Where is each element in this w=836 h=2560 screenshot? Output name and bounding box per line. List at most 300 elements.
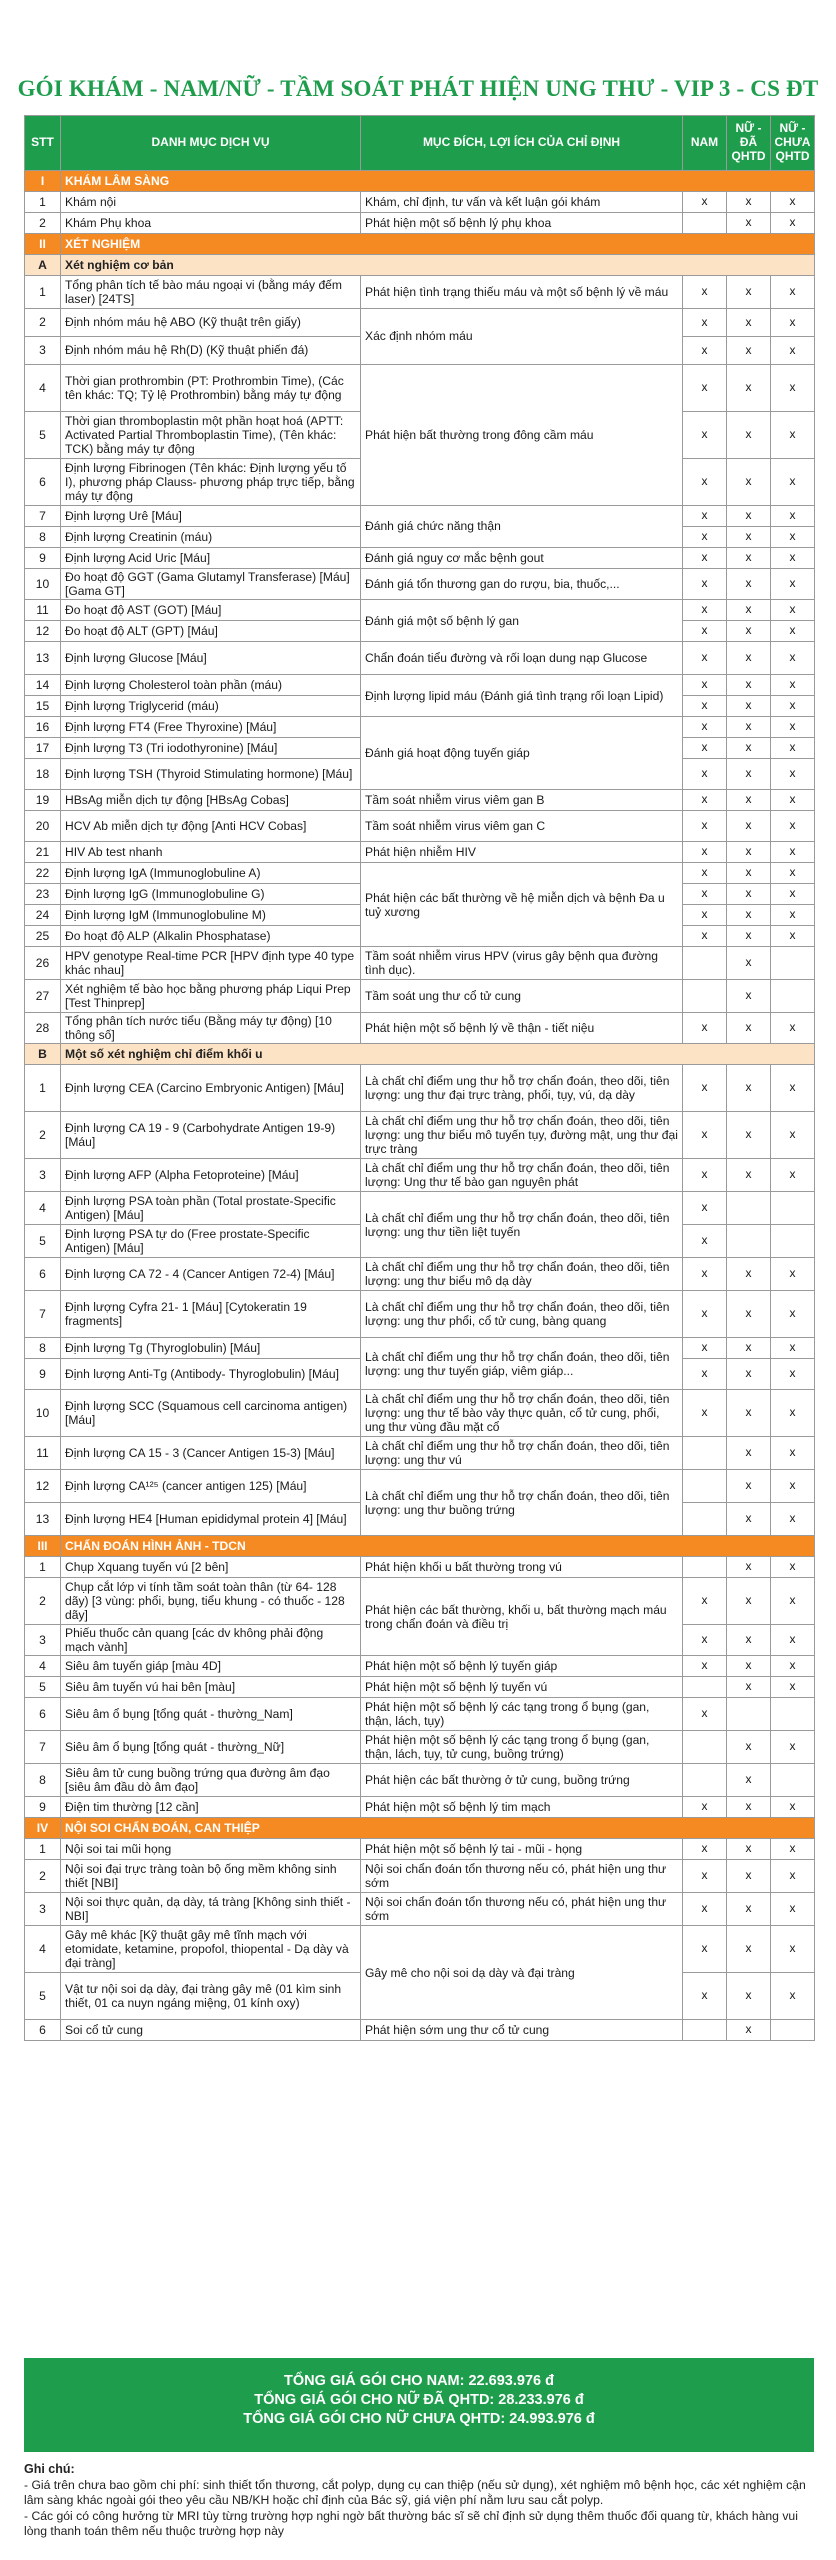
service-purpose: Là chất chỉ điểm ung thư hỗ trợ chẩn đoán, theo dõi, tiên lượng: Ung thư tế bào gan nguyên phát bbox=[361, 1159, 683, 1192]
row-number: 27 bbox=[25, 980, 61, 1013]
service-purpose: Tầm soát ung thư cổ tử cung bbox=[361, 980, 683, 1013]
female-married-mark: x bbox=[727, 675, 771, 696]
row-number: 6 bbox=[25, 1258, 61, 1291]
male-mark: x bbox=[683, 905, 727, 926]
row-number: 21 bbox=[25, 842, 61, 863]
table-row bbox=[25, 1860, 815, 1893]
table-row bbox=[25, 1677, 815, 1698]
service-purpose: Là chất chỉ điểm ung thư hỗ trợ chẩn đoán, theo dõi, tiên lượng: ung thư tuyến giáp, viêm giáp... bbox=[361, 1338, 683, 1390]
table-row bbox=[25, 1112, 815, 1159]
service-purpose: Đánh giá tổn thương gan do rượu, bia, thuốc,... bbox=[361, 569, 683, 600]
service-purpose: Là chất chỉ điểm ung thư hỗ trợ chẩn đoán, theo dõi, tiên lượng: ung thư biểu mô dạ dày bbox=[361, 1258, 683, 1291]
male-mark: x bbox=[683, 506, 727, 527]
male-mark bbox=[683, 1503, 727, 1536]
table-row bbox=[25, 811, 815, 842]
row-number: 2 bbox=[25, 1860, 61, 1893]
table-row bbox=[25, 192, 815, 213]
service-purpose: Nội soi chẩn đoán tổn thương nếu có, phát hiện ung thư sớm bbox=[361, 1893, 683, 1926]
female-single-mark: x bbox=[771, 696, 815, 717]
service-name: Định lượng CA 72 - 4 (Cancer Antigen 72-4) [Máu] bbox=[61, 1258, 361, 1291]
female-single-mark: x bbox=[771, 527, 815, 548]
male-mark: x bbox=[683, 1159, 727, 1192]
service-name: Định lượng CA 19 - 9 (Carbohydrate Antigen 19-9) [Máu] bbox=[61, 1112, 361, 1159]
female-married-mark: x bbox=[727, 980, 771, 1013]
service-name: HBsAg miễn dịch tự động [HBsAg Cobas] bbox=[61, 790, 361, 811]
service-name: Định lượng CEA (Carcino Embryonic Antigen) [Máu] bbox=[61, 1065, 361, 1112]
service-purpose: Phát hiện một số bệnh lý tim mạch bbox=[361, 1797, 683, 1818]
row-number: 20 bbox=[25, 811, 61, 842]
row-number: 15 bbox=[25, 696, 61, 717]
table-row bbox=[25, 1926, 815, 1973]
section-number: B bbox=[25, 1044, 61, 1065]
female-married-mark: x bbox=[727, 1893, 771, 1926]
table-row bbox=[25, 600, 815, 621]
section-title: CHẨN ĐOÁN HÌNH ẢNH - TDCN bbox=[61, 1536, 815, 1557]
female-single-mark: x bbox=[771, 1625, 815, 1656]
male-mark: x bbox=[683, 569, 727, 600]
service-purpose: Là chất chỉ điểm ung thư hỗ trợ chẩn đoán, theo dõi, tiên lượng: ung thư tế bào vảy thực quản, cổ tử cung, phổi, ung thư vùng đầu mặt cổ bbox=[361, 1390, 683, 1437]
female-married-mark: x bbox=[727, 790, 771, 811]
male-mark: x bbox=[683, 1112, 727, 1159]
service-name: Định lượng FT4 (Free Thyroxine) [Máu] bbox=[61, 717, 361, 738]
male-mark: x bbox=[683, 675, 727, 696]
male-mark: x bbox=[683, 192, 727, 213]
female-single-mark: x bbox=[771, 1973, 815, 2020]
service-name: Định lượng Glucose [Máu] bbox=[61, 642, 361, 675]
service-name: Chụp cắt lớp vi tính tầm soát toàn thân (từ 64- 128 dãy) [3 vùng: phổi, bụng, tiểu khung - có thuốc - 128 dãy] bbox=[61, 1578, 361, 1625]
male-mark: x bbox=[683, 1839, 727, 1860]
female-married-mark: x bbox=[727, 1839, 771, 1860]
row-number: 28 bbox=[25, 1013, 61, 1044]
male-mark bbox=[683, 2020, 727, 2041]
female-single-mark: x bbox=[771, 1926, 815, 1973]
row-number: 2 bbox=[25, 1112, 61, 1159]
female-married-mark: x bbox=[727, 192, 771, 213]
table-row bbox=[25, 1839, 815, 1860]
section-title: NỘI SOI CHẨN ĐOÁN, CAN THIỆP bbox=[61, 1818, 815, 1839]
row-number: 3 bbox=[25, 1625, 61, 1656]
service-purpose: Khám, chỉ định, tư vấn và kết luận gói khám bbox=[361, 192, 683, 213]
service-purpose: Phát hiện sớm ung thư cổ tử cung bbox=[361, 2020, 683, 2041]
table-row bbox=[25, 365, 815, 412]
table-header bbox=[25, 116, 815, 171]
male-mark: x bbox=[683, 412, 727, 459]
service-purpose: Đánh giá nguy cơ mắc bệnh gout bbox=[361, 548, 683, 569]
female-single-mark: x bbox=[771, 905, 815, 926]
service-name: Nội soi đại trực tràng toàn bộ ống mềm không sinh thiết [NBI] bbox=[61, 1860, 361, 1893]
female-married-mark: x bbox=[727, 1860, 771, 1893]
female-single-mark bbox=[771, 980, 815, 1013]
male-mark bbox=[683, 1557, 727, 1578]
table-row bbox=[25, 213, 815, 234]
service-name: Định lượng T3 (Tri iodothyronine) [Máu] bbox=[61, 738, 361, 759]
female-single-mark: x bbox=[771, 1731, 815, 1764]
row-number: 13 bbox=[25, 1503, 61, 1536]
service-name: HIV Ab test nhanh bbox=[61, 842, 361, 863]
female-married-mark: x bbox=[727, 1677, 771, 1698]
female-married-mark: x bbox=[727, 1797, 771, 1818]
page-title: GÓI KHÁM - NAM/NỮ - TẦM SOÁT PHÁT HIỆN UNG THƯ - VIP 3 - CS ĐT bbox=[17, 76, 819, 101]
female-married-mark: x bbox=[727, 1656, 771, 1677]
service-purpose: Là chất chỉ điểm ung thư hỗ trợ chẩn đoán, theo dõi, tiên lượng: ung thư biểu mô tuyến tụy, đường mật, ung thư đại trực tràng bbox=[361, 1112, 683, 1159]
male-mark bbox=[683, 1470, 727, 1503]
female-married-mark: x bbox=[727, 1013, 771, 1044]
section-header-row bbox=[25, 1536, 815, 1557]
female-married-mark: x bbox=[727, 276, 771, 309]
female-married-mark: x bbox=[727, 1359, 771, 1390]
male-mark: x bbox=[683, 1656, 727, 1677]
table-row bbox=[25, 842, 815, 863]
male-mark: x bbox=[683, 337, 727, 365]
row-number: 1 bbox=[25, 1557, 61, 1578]
row-number: 7 bbox=[25, 506, 61, 527]
row-number: 5 bbox=[25, 412, 61, 459]
service-purpose: Phát hiện một số bệnh lý phụ khoa bbox=[361, 213, 683, 234]
female-single-mark: x bbox=[771, 884, 815, 905]
female-married-mark: x bbox=[727, 1578, 771, 1625]
row-number: 8 bbox=[25, 527, 61, 548]
service-purpose: Là chất chỉ điểm ung thư hỗ trợ chẩn đoán, theo dõi, tiên lượng: ung thư phổi, cổ tử cung, bàng quang bbox=[361, 1291, 683, 1338]
female-single-mark: x bbox=[771, 1839, 815, 1860]
row-number: 11 bbox=[25, 1437, 61, 1470]
service-name: Chụp Xquang tuyến vú [2 bên] bbox=[61, 1557, 361, 1578]
section-number: IV bbox=[25, 1818, 61, 1839]
female-married-mark: x bbox=[727, 527, 771, 548]
female-married-mark: x bbox=[727, 905, 771, 926]
female-married-mark: x bbox=[727, 1557, 771, 1578]
service-name: Định lượng Urê [Máu] bbox=[61, 506, 361, 527]
row-number: 22 bbox=[25, 863, 61, 884]
female-single-mark: x bbox=[771, 412, 815, 459]
service-purpose: Đánh giá chức năng thận bbox=[361, 506, 683, 548]
notes-title: Ghi chú: bbox=[24, 2462, 75, 2476]
male-mark: x bbox=[683, 696, 727, 717]
female-single-mark: x bbox=[771, 569, 815, 600]
female-single-mark: x bbox=[771, 309, 815, 337]
female-married-mark: x bbox=[727, 621, 771, 642]
table-row bbox=[25, 1390, 815, 1437]
female-married-mark: x bbox=[727, 365, 771, 412]
service-name: Định lượng IgG (Immunoglobuline G) bbox=[61, 884, 361, 905]
header-stt: STT bbox=[25, 116, 61, 171]
service-name: Điện tim thường [12 cần] bbox=[61, 1797, 361, 1818]
table-row bbox=[25, 1258, 815, 1291]
service-name: Định lượng Acid Uric [Máu] bbox=[61, 548, 361, 569]
table-row bbox=[25, 675, 815, 696]
female-married-mark: x bbox=[727, 863, 771, 884]
female-married-mark: x bbox=[727, 569, 771, 600]
female-married-mark: x bbox=[727, 759, 771, 790]
service-name: Định lượng Fibrinogen (Tên khác: Định lượng yếu tố I), phương pháp Clauss- phương pháp trực tiếp, bằng máy tự động bbox=[61, 459, 361, 506]
subsection-header-row bbox=[25, 1044, 815, 1065]
service-purpose: Phát hiện một số bệnh lý về thận - tiết niệu bbox=[361, 1013, 683, 1044]
female-married-mark: x bbox=[727, 842, 771, 863]
row-number: 10 bbox=[25, 569, 61, 600]
female-single-mark: x bbox=[771, 1860, 815, 1893]
service-name: Đo hoạt độ ALT (GPT) [Máu] bbox=[61, 621, 361, 642]
row-number: 5 bbox=[25, 1677, 61, 1698]
service-purpose: Phát hiện các bất thường về hệ miễn dịch và bệnh Đa u tuỷ xương bbox=[361, 863, 683, 947]
service-purpose: Tầm soát nhiễm virus viêm gan C bbox=[361, 811, 683, 842]
table-row bbox=[25, 1797, 815, 1818]
female-single-mark: x bbox=[771, 506, 815, 527]
service-purpose: Gây mê cho nội soi dạ dày và đại tràng bbox=[361, 1926, 683, 2020]
notes bbox=[24, 2462, 816, 2540]
row-number: 6 bbox=[25, 459, 61, 506]
female-single-mark: x bbox=[771, 621, 815, 642]
service-purpose: Phát hiện một số bệnh lý các tạng trong ổ bụng (gan, thận, lách, tụy, tử cung, buồng trứng) bbox=[361, 1731, 683, 1764]
service-name: Định lượng Tg (Thyroglobulin) [Máu] bbox=[61, 1338, 361, 1359]
male-mark: x bbox=[683, 1291, 727, 1338]
row-number: 14 bbox=[25, 675, 61, 696]
row-number: 18 bbox=[25, 759, 61, 790]
female-single-mark: x bbox=[771, 213, 815, 234]
female-married-mark: x bbox=[727, 1291, 771, 1338]
male-mark: x bbox=[683, 1065, 727, 1112]
row-number: 9 bbox=[25, 1797, 61, 1818]
female-single-mark: x bbox=[771, 842, 815, 863]
female-single-mark: x bbox=[771, 1470, 815, 1503]
female-married-mark: x bbox=[727, 1437, 771, 1470]
male-mark bbox=[683, 1437, 727, 1470]
table-row bbox=[25, 1893, 815, 1926]
female-married-mark: x bbox=[727, 1112, 771, 1159]
row-number: 9 bbox=[25, 548, 61, 569]
male-mark: x bbox=[683, 1338, 727, 1359]
female-single-mark: x bbox=[771, 1557, 815, 1578]
section-header-row bbox=[25, 171, 815, 192]
female-married-mark: x bbox=[727, 947, 771, 980]
header-male: NAM bbox=[683, 116, 727, 171]
table-row bbox=[25, 1192, 815, 1225]
service-name: Soi cổ tử cung bbox=[61, 2020, 361, 2041]
female-married-mark: x bbox=[727, 548, 771, 569]
row-number: 4 bbox=[25, 1656, 61, 1677]
female-single-mark: x bbox=[771, 1258, 815, 1291]
row-number: 9 bbox=[25, 1359, 61, 1390]
male-mark: x bbox=[683, 365, 727, 412]
male-mark: x bbox=[683, 1578, 727, 1625]
table-row bbox=[25, 790, 815, 811]
female-single-mark: x bbox=[771, 192, 815, 213]
female-married-mark: x bbox=[727, 1764, 771, 1797]
female-married-mark: x bbox=[727, 1503, 771, 1536]
service-purpose: Xác định nhóm máu bbox=[361, 309, 683, 365]
service-name: Định lượng Anti-Tg (Antibody- Thyroglobulin) [Máu] bbox=[61, 1359, 361, 1390]
section-header-row bbox=[25, 1818, 815, 1839]
male-mark: x bbox=[683, 1390, 727, 1437]
table-row bbox=[25, 1698, 815, 1731]
service-name: Siêu âm tuyến vú hai bên [màu] bbox=[61, 1677, 361, 1698]
table-row bbox=[25, 642, 815, 675]
female-married-mark: x bbox=[727, 884, 771, 905]
table-row bbox=[25, 863, 815, 884]
female-single-mark: x bbox=[771, 548, 815, 569]
table-row bbox=[25, 1470, 815, 1503]
female-married-mark: x bbox=[727, 642, 771, 675]
male-mark: x bbox=[683, 527, 727, 548]
female-single-mark: x bbox=[771, 1578, 815, 1625]
section-number: A bbox=[25, 255, 61, 276]
table-row bbox=[25, 980, 815, 1013]
female-married-mark: x bbox=[727, 1390, 771, 1437]
female-single-mark: x bbox=[771, 675, 815, 696]
male-mark: x bbox=[683, 884, 727, 905]
female-married-mark: x bbox=[727, 459, 771, 506]
service-name: Định lượng SCC (Squamous cell carcinoma antigen) [Máu] bbox=[61, 1390, 361, 1437]
female-married-mark: x bbox=[727, 1973, 771, 2020]
service-name: Đo hoạt độ AST (GOT) [Máu] bbox=[61, 600, 361, 621]
table-row bbox=[25, 1578, 815, 1625]
service-name: Siêu âm ổ bụng [tổng quát - thường_Nữ] bbox=[61, 1731, 361, 1764]
service-name: Khám nội bbox=[61, 192, 361, 213]
male-mark: x bbox=[683, 811, 727, 842]
row-number: 6 bbox=[25, 2020, 61, 2041]
male-mark: x bbox=[683, 1860, 727, 1893]
female-single-mark: x bbox=[771, 1677, 815, 1698]
service-name: HCV Ab miễn dịch tự động [Anti HCV Cobas] bbox=[61, 811, 361, 842]
table-row bbox=[25, 1291, 815, 1338]
female-married-mark: x bbox=[727, 337, 771, 365]
male-mark: x bbox=[683, 1192, 727, 1225]
male-mark bbox=[683, 980, 727, 1013]
row-number: 8 bbox=[25, 1338, 61, 1359]
row-number: 17 bbox=[25, 738, 61, 759]
female-single-mark: x bbox=[771, 1656, 815, 1677]
male-mark: x bbox=[683, 842, 727, 863]
female-married-mark bbox=[727, 1192, 771, 1225]
service-table bbox=[24, 115, 815, 2041]
total-male: TỔNG GIÁ GÓI CHO NAM: 22.693.976 đ bbox=[284, 2373, 554, 2389]
row-number: 24 bbox=[25, 905, 61, 926]
female-single-mark bbox=[771, 2020, 815, 2041]
female-single-mark: x bbox=[771, 1437, 815, 1470]
service-name: Đo hoạt độ GGT (Gama Glutamyl Transferase) [Máu] [Gama GT] bbox=[61, 569, 361, 600]
service-purpose: Phát hiện một số bệnh lý tuyến vú bbox=[361, 1677, 683, 1698]
service-purpose: Phát hiện một số bệnh lý các tạng trong ổ bụng (gan, thận, lách, tụy) bbox=[361, 1698, 683, 1731]
row-number: 12 bbox=[25, 1470, 61, 1503]
section-number: II bbox=[25, 234, 61, 255]
service-name: Đo hoạt độ ALP (Alkalin Phosphatase) bbox=[61, 926, 361, 947]
service-name: Định lượng Cyfra 21- 1 [Máu] [Cytokeratin 19 fragments] bbox=[61, 1291, 361, 1338]
female-single-mark: x bbox=[771, 1390, 815, 1437]
female-single-mark: x bbox=[771, 1503, 815, 1536]
service-name: Định lượng TSH (Thyroid Stimulating hormone) [Máu] bbox=[61, 759, 361, 790]
female-single-mark: x bbox=[771, 337, 815, 365]
female-single-mark bbox=[771, 1698, 815, 1731]
row-number: 5 bbox=[25, 1225, 61, 1258]
female-married-mark: x bbox=[727, 1470, 771, 1503]
service-name: Khám Phụ khoa bbox=[61, 213, 361, 234]
service-purpose: Phát hiện tình trạng thiếu máu và một số bệnh lý về máu bbox=[361, 276, 683, 309]
row-number: 26 bbox=[25, 947, 61, 980]
header-female-married: NỮ - ĐÃ QHTD bbox=[727, 116, 771, 171]
section-title: KHÁM LÂM SÀNG bbox=[61, 171, 815, 192]
row-number: 4 bbox=[25, 1192, 61, 1225]
row-number: 7 bbox=[25, 1731, 61, 1764]
section-number: I bbox=[25, 171, 61, 192]
male-mark: x bbox=[683, 1926, 727, 1973]
table-row bbox=[25, 1159, 815, 1192]
female-single-mark: x bbox=[771, 790, 815, 811]
service-purpose: Phát hiện các bất thường, khối u, bất thường mạch máu trong chẩn đoán và điều trị bbox=[361, 1578, 683, 1656]
service-name: Định lượng Creatinin (máu) bbox=[61, 527, 361, 548]
female-married-mark bbox=[727, 1698, 771, 1731]
section-title: Xét nghiệm cơ bản bbox=[61, 255, 815, 276]
female-single-mark: x bbox=[771, 600, 815, 621]
female-married-mark: x bbox=[727, 2020, 771, 2041]
table-row bbox=[25, 548, 815, 569]
table-row bbox=[25, 309, 815, 337]
subsection-header-row bbox=[25, 255, 815, 276]
male-mark: x bbox=[683, 1625, 727, 1656]
row-number: 5 bbox=[25, 1973, 61, 2020]
service-name: Định lượng CA¹²⁵ (cancer antigen 125) [Máu] bbox=[61, 1470, 361, 1503]
service-purpose: Đánh giá một số bệnh lý gan bbox=[361, 600, 683, 642]
male-mark: x bbox=[683, 759, 727, 790]
service-purpose: Chẩn đoán tiểu đường và rối loạn dung nạp Glucose bbox=[361, 642, 683, 675]
service-name: Xét nghiệm tế bào học bằng phương pháp Liqui Prep [Test Thinprep] bbox=[61, 980, 361, 1013]
female-married-mark: x bbox=[727, 1926, 771, 1973]
table-row bbox=[25, 1338, 815, 1359]
table-row bbox=[25, 1656, 815, 1677]
female-single-mark bbox=[771, 947, 815, 980]
service-name: Phiếu thuốc cản quang [các dv không phải động mạch vành] bbox=[61, 1625, 361, 1656]
header-purpose: MỤC ĐÍCH, LỢI ÍCH CỦA CHỈ ĐỊNH bbox=[361, 116, 683, 171]
male-mark: x bbox=[683, 738, 727, 759]
table-row bbox=[25, 1557, 815, 1578]
row-number: 13 bbox=[25, 642, 61, 675]
row-number: 25 bbox=[25, 926, 61, 947]
table-body bbox=[25, 171, 815, 2041]
service-name: Tổng phân tích tế bào máu ngoại vi (bằng máy đếm laser) [24TS] bbox=[61, 276, 361, 309]
service-purpose: Là chất chỉ điểm ung thư hỗ trợ chẩn đoán, theo dõi, tiên lượng: ung thư vú bbox=[361, 1437, 683, 1470]
service-purpose: Phát hiện một số bệnh lý tuyến giáp bbox=[361, 1656, 683, 1677]
service-name: Định lượng PSA toàn phần (Total prostate-Specific Antigen) [Máu] bbox=[61, 1192, 361, 1225]
service-name: Định lượng Triglycerid (máu) bbox=[61, 696, 361, 717]
row-number: 1 bbox=[25, 276, 61, 309]
female-single-mark: x bbox=[771, 365, 815, 412]
row-number: 7 bbox=[25, 1291, 61, 1338]
male-mark bbox=[683, 1764, 727, 1797]
female-married-mark bbox=[727, 1225, 771, 1258]
row-number: 19 bbox=[25, 790, 61, 811]
service-name: Vật tư nội soi dạ dày, đại tràng gây mê (01 kìm sinh thiết, 01 ca nuyn ngáng miệng, 01 kính oxy) bbox=[61, 1973, 361, 2020]
female-single-mark: x bbox=[771, 1065, 815, 1112]
total-female-married: TỔNG GIÁ GÓI CHO NỮ ĐÃ QHTD: 28.233.976 đ bbox=[254, 2392, 584, 2408]
table-row bbox=[25, 947, 815, 980]
price-total-box bbox=[24, 2358, 814, 2452]
table-row bbox=[25, 1065, 815, 1112]
table-row bbox=[25, 717, 815, 738]
row-number: 1 bbox=[25, 192, 61, 213]
female-single-mark: x bbox=[771, 1013, 815, 1044]
row-number: 23 bbox=[25, 884, 61, 905]
male-mark: x bbox=[683, 642, 727, 675]
row-number: 6 bbox=[25, 1698, 61, 1731]
service-name: Tổng phân tích nước tiểu (Bằng máy tự động) [10 thông số] bbox=[61, 1013, 361, 1044]
section-number: III bbox=[25, 1536, 61, 1557]
female-single-mark: x bbox=[771, 276, 815, 309]
female-single-mark: x bbox=[771, 1291, 815, 1338]
row-number: 4 bbox=[25, 1926, 61, 1973]
female-single-mark: x bbox=[771, 717, 815, 738]
service-name: Định lượng PSA tự do (Free prostate-Specific Antigen) [Máu] bbox=[61, 1225, 361, 1258]
service-name: Thời gian prothrombin (PT: Prothrombin Time), (Các tên khác: TQ; Tỷ lệ Prothrombin) bằng máy tự động bbox=[61, 365, 361, 412]
male-mark: x bbox=[683, 600, 727, 621]
section-title: XÉT NGHIỆM bbox=[61, 234, 815, 255]
female-single-mark: x bbox=[771, 738, 815, 759]
